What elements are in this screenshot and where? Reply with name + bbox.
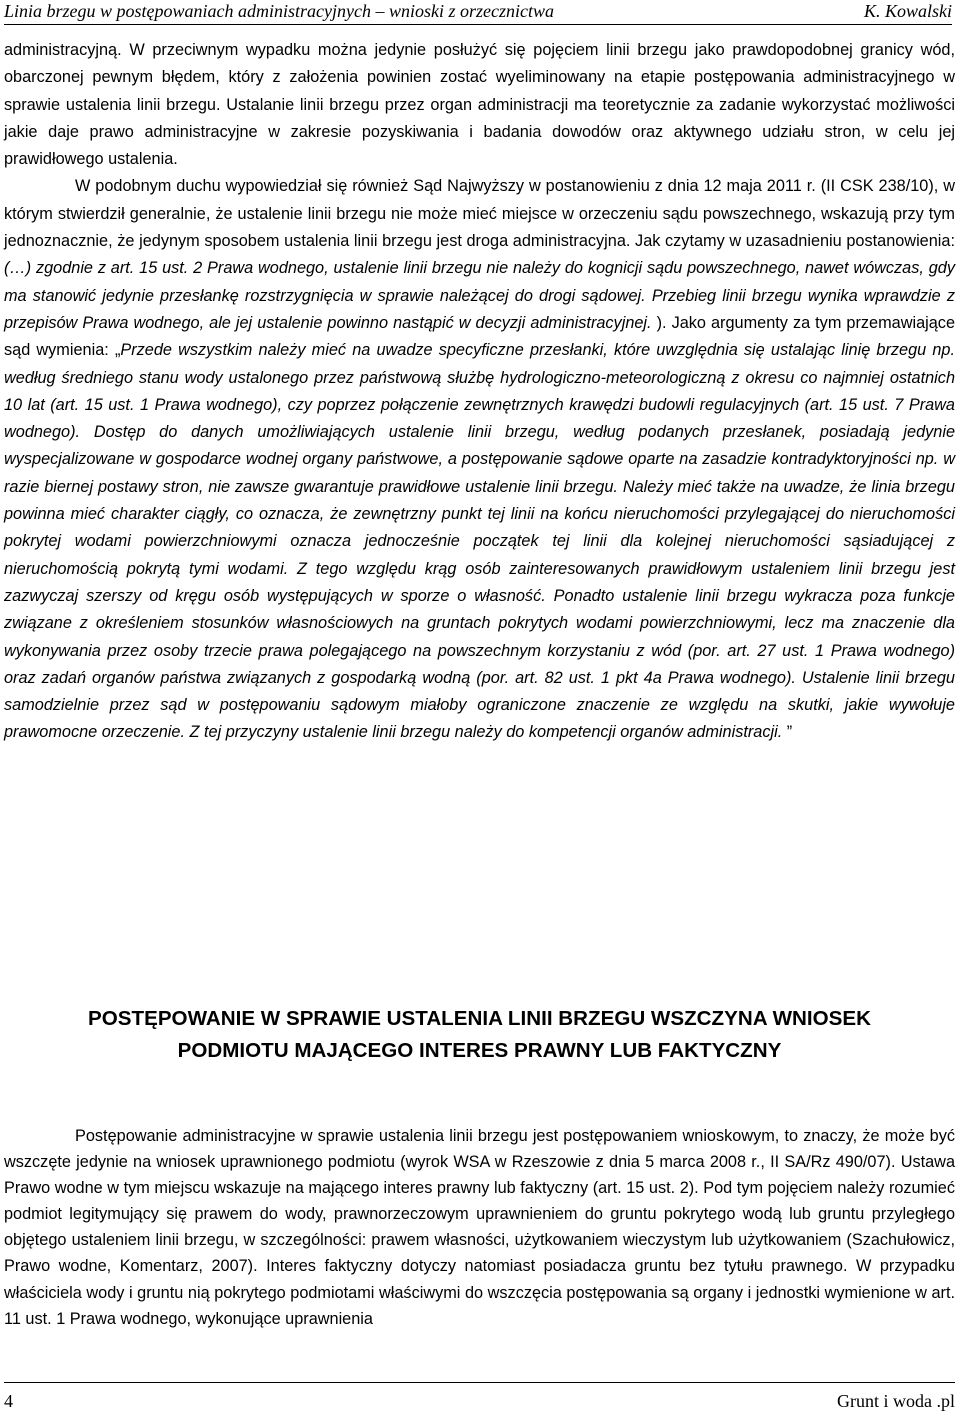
paragraph-proceedings: Postępowanie administracyjne w sprawie ustalenia linii brzegu jest postępowaniem wnioskowym, to znaczy, że może być wszczęte jedynie na wniosek uprawnionego podmiotu (wyrok WSA w Rzeszowie z dnia 5 marca 2008 r., II SA/Rz 490/07). Ustawa Prawo wodne w tym miejscu wskazuje na mającego interes prawny lub faktyczny (art. 15 ust. 2). Pod tym pojęciem należy rozumieć podmiot legitymujący się prawem do wody, prawnorzeczowym uprawnieniem do gruntu pokrytego wodą lub gruntu przyległego objętego ustaleniem linii brzegu, w szczególności: prawem własności, użytkowaniem wieczystym lub użytkowaniem (Szachułowicz, Prawo wodne, Komentarz, 2007). Interes faktyczny dotyczy natomiast posiadacza gruntu bez tytułu prawnego. W przypadku właściciela wody i gruntu nią pokrytego podmiotami właściwymi do wszczęcia postępowania są organy i jednostki wymienione w art. 11 ust. 1 Prawa wodnego, wykonujące uprawnienia <box>4 1127 955 1328</box>
paragraph-text: ). Jako argumenty za tym przemawiające sąd wymienia: „ <box>4 313 955 360</box>
court-quote-2: Przede wszystkim należy mieć na uwadze specyficzne przesłanki, które uwzględnia się ustalając linię brzegu np. według średniego stanu wody ustalonego przez państwową służbę hydrologiczno-meteorologiczną z okresu co najmniej ostatnich 10 lat (art. 15 ust. 1 Prawa wodnego), czy poprzez połączenie zewnętrznych krawędzi budowli regulacyjnych (art. 15 ust. 7 Prawa wodnego). Dostęp do danych umożliwiających ustalenie linii brzegu, według podanych przesłanek, posiadają jedynie wyspecjalizowane w gospodarce wodnej organy państwowe, a postępowanie sądowe oparte na zasadzie kontradyktoryjności np. w razie biernej postawy stron, nie zawsze gwarantuje prawidłowe ustalenie linii brzegu. Należy mieć także na uwadze, że linia brzegu powinna mieć charakter ciągły, co oznacza, że zewnętrzny punkt tej linii na końcu nieruchomości przylegającej do nieruchomości pokrytej wodami powierzchniowymi oznacza jednocześnie początek tej linii dla kolejnej nieruchomości sąsiadującej z nieruchomością pokrytą tymi wodami. Z tego względu krąg osób zainteresowanych prawidłowym ustaleniem linii brzegu jest zazwyczaj szerszy od kręgu osób występujących w sporze o własność. Ponadto ustalenie linii brzegu wykracza poza funkcje związane z określeniem stosunków własnościowych na gruntach pokrytych wodami powierzchniowymi, lecz ma znaczenie dla wykonywania przez osoby trzecie prawa polegającego na powszechnym korzystaniu z wód (por. art. 27 ust. 1 Prawa wodnego) oraz zadań organów państwa związanych z gospodarką wodną (por. art. 82 ust. 1 pkt 4a Prawa wodnego). Ustalenie linii brzegu samodzielnie przez sąd w postępowaniu sądowym miałoby ograniczone znaczenie ze względu na skutki, jakie wywołuje prawomocne orzeczenie. Z tej przyczyny ustalenie linii brzegu należy do kompetencji organów administracji. <box>4 341 955 742</box>
footer-site-name: Grunt i woda .pl <box>837 1391 955 1411</box>
section-heading-line-1: POSTĘPOWANIE W SPRAWIE USTALENIA LINII BRZEGU WSZCZYNA WNIOSEK <box>88 1007 871 1030</box>
paragraph-continuation: administracyjną. W przeciwnym wypadku można jedynie posłużyć się pojęciem linii brzegu jako prawdopodobnej granicy wód, obarczonej pewnym błędem, który z założenia powinien zostać wyeliminowany na etapie postępowania administracyjnego w sprawie ustalenia linii brzegu. Ustalanie linii brzegu przez organ administracji ma teoretycznie za zadanie wykorzystać możliwości jakie daje prawo administracyjne w zakresie pozyskiwania i badania dowodów oraz aktywnego udziału stron, w celu jej prawidłowego ustalenia. <box>4 41 955 169</box>
article-body <box>4 37 955 747</box>
page-header <box>4 0 952 25</box>
page-footer <box>4 1382 955 1418</box>
section-body <box>4 1123 955 1332</box>
header-author: K. Kowalski <box>863 1 952 21</box>
header-title: Linia brzegu w postępowaniach administracyjnych – wnioski z orzecznictwa <box>4 1 554 21</box>
court-quote-1: (…) zgodnie z art. 15 ust. 2 Prawa wodnego, ustalenie linii brzegu nie należy do kognicji sądu powszechnego, nawet wówczas, gdy ma stanowić jedynie przesłankę rozstrzygnięcia w sprawie należącej do drogi sądowej. Przebieg linii brzegu wynika wprawdzie z przepisów Prawa wodnego, ale jej ustalenie powinno nastąpić w decyzji administracyjnej. <box>4 259 955 332</box>
paragraph-supreme-court <box>4 173 955 746</box>
section-heading-line-2: PODMIOTU MAJĄCEGO INTERES PRAWNY LUB FAKTYCZNY <box>177 1038 782 1062</box>
paragraph-text: W podobnym duchu wypowiedział się również Sąd Najwyższy w postanowieniu z dnia 12 maja 2011 r. (II CSK 238/10), w którym stwierdził generalnie, że ustalenie linii brzegu nie może mieć miejsce w orzeczeniu sądu powszechnego, wskazują przy tym jednoznacznie, że jedynym sposobem ustalenia linii brzegu jest droga administracyjna. Jak czytamy w uzasadnieniu postanowienia: <box>4 177 955 251</box>
section-heading <box>4 1003 955 1066</box>
quote-close: ” <box>782 723 793 742</box>
page-number: 4 <box>4 1391 13 1411</box>
